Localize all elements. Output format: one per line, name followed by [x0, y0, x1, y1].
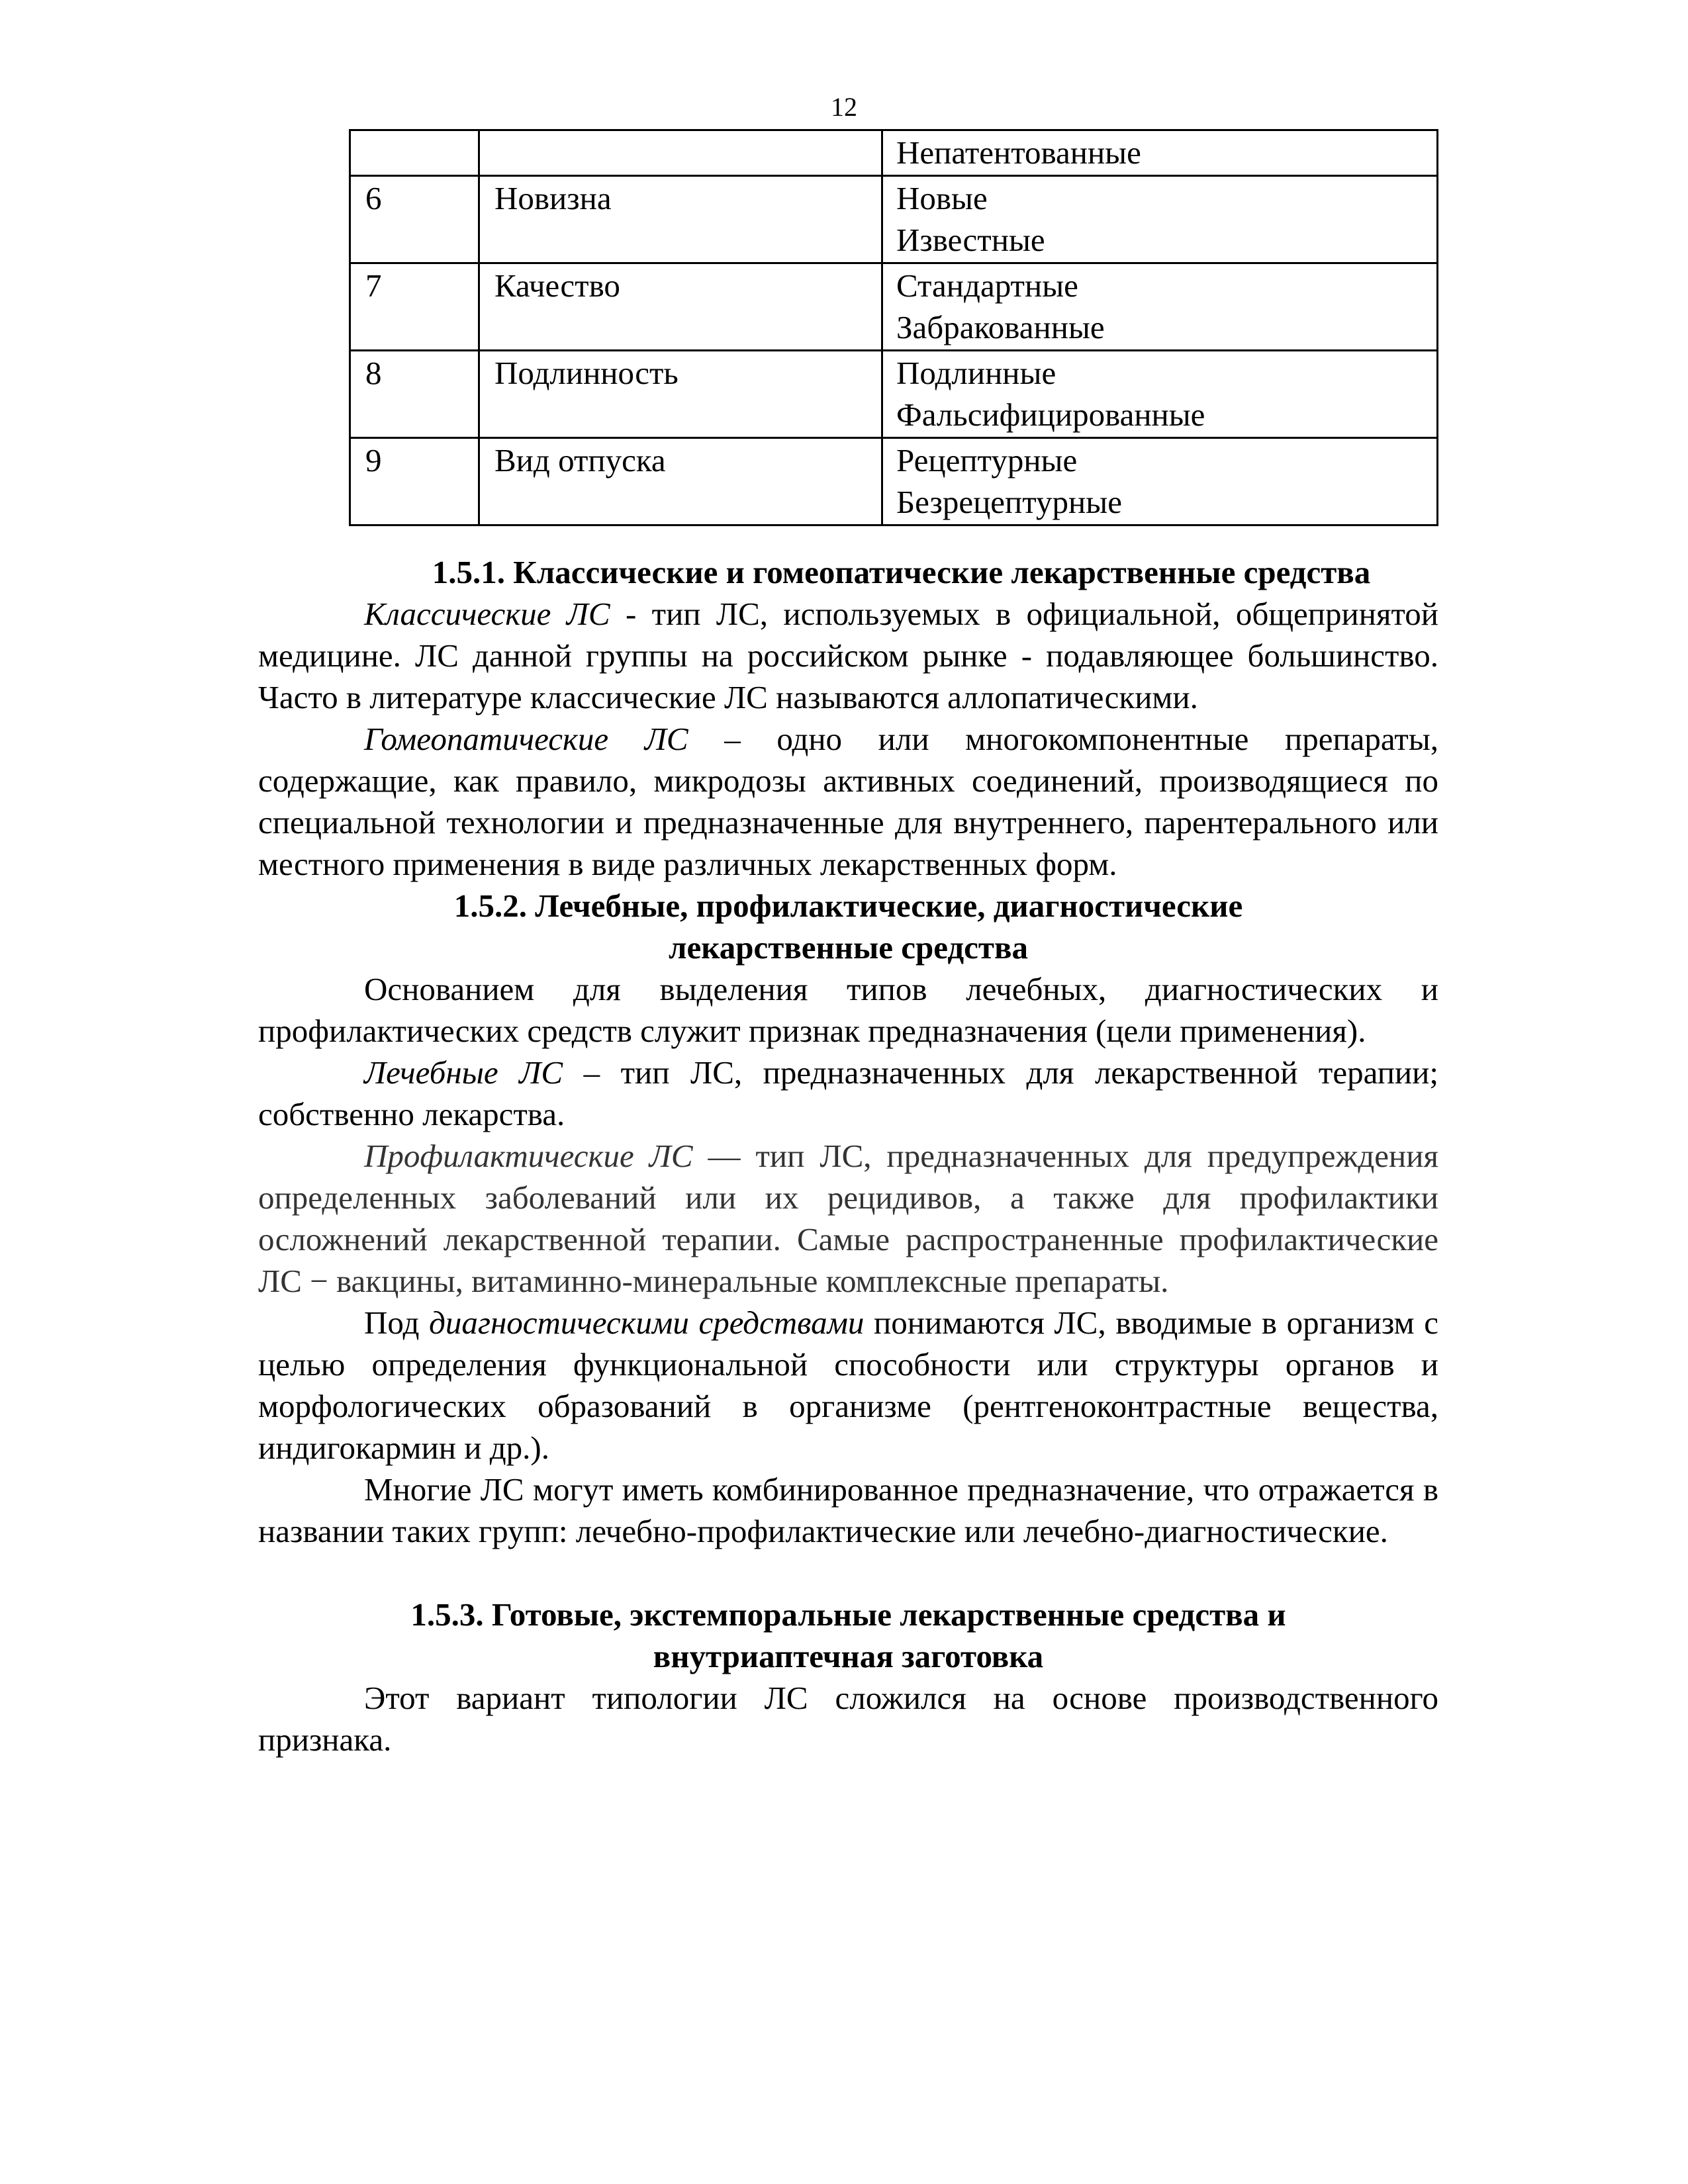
type-item: Стандартные — [896, 267, 1078, 304]
paragraph-diagnostic: Под диагностическими средствами понимаются ЛС, вводимые в организм с целью определения функциональной способности или структуры органов и морфологических образований в организме (рентгеноконтрастные вещества, индигокармин и др.). — [258, 1304, 1439, 1466]
paragraph-combined: Многие ЛС могут иметь комбинированное предназначение, что отражается в названии таких групп: лечебно-профилактические или лечебно-диагностические. — [258, 1471, 1438, 1549]
row-types — [882, 351, 1438, 438]
row-types — [882, 438, 1438, 525]
paragraph-prophylactic: Профилактические ЛС — тип ЛС, предназначенных для предупреждения определенных заболеваний или их рецидивов, а также для профилактики осложнений лекарственной терапии. Самые распространенные профилактические ЛС − вакцины, витаминно-минеральные комплексные препараты. — [258, 1138, 1438, 1299]
type-item: Рецептурные — [896, 442, 1078, 478]
paragraph-classic: Классические ЛС - тип ЛС, используемых в официальной, общепринятой медицине. ЛС данной группы на российском рынке - подавляющее большинство. Часто в литературе классические ЛС называются аллопатическими. — [258, 596, 1438, 715]
table-row — [350, 263, 1438, 351]
paragraph-homeopathic: Гомеопатические ЛС – одно или многокомпонентные препараты, содержащие, как правило, микродозы активных соединений, производящиеся по специальной технологии и предназначенные для внутреннего, парентерального или местного применения в виде различных лекарственных форм. — [258, 721, 1439, 882]
section-heading-1-5-1: 1.5.1. Классические и гомеопатические лекарственные средства — [432, 554, 1371, 590]
type-item: Новые — [896, 180, 988, 216]
document-body — [258, 551, 1438, 1760]
page-number: 12 — [831, 92, 857, 122]
row-types — [882, 263, 1438, 351]
term-classic: Классические ЛС — [364, 596, 610, 632]
row-number — [350, 130, 479, 176]
row-criterion: Новизна — [479, 176, 882, 263]
row-criterion — [479, 130, 882, 176]
term-therapeutic: Лечебные ЛС — [364, 1054, 563, 1091]
table-row — [350, 351, 1438, 438]
type-item: Фальсифицированные — [896, 396, 1205, 433]
row-criterion: Вид отпуска — [479, 438, 882, 525]
row-types — [882, 176, 1438, 263]
table-row — [350, 438, 1438, 525]
section-heading-1-5-3: 1.5.3. Готовые, экстемпоральные лекарственные средства и внутриаптечная заготовка — [410, 1596, 1286, 1674]
row-number: 8 — [350, 351, 479, 438]
type-item: Подлинные — [896, 355, 1056, 391]
section-heading-1-5-2: 1.5.2. Лечебные, профилактические, диагностические лекарственные средства — [453, 887, 1243, 966]
term-homeopathic: Гомеопатические ЛС — [364, 721, 688, 757]
row-number: 7 — [350, 263, 479, 351]
type-item: Безрецептурные — [896, 484, 1122, 520]
paragraph-production: Этот вариант типологии ЛС сложился на основе производственного признака. — [258, 1680, 1438, 1758]
row-number: 6 — [350, 176, 479, 263]
row-number: 9 — [350, 438, 479, 525]
classification-table — [349, 129, 1438, 526]
table-row — [350, 176, 1438, 263]
type-item: Известные — [896, 222, 1045, 258]
paragraph-basis: Основанием для выделения типов лечебных, диагностических и профилактических средств служит признак предназначения (цели применения). — [258, 971, 1438, 1049]
row-types — [882, 130, 1438, 176]
row-criterion: Качество — [479, 263, 882, 351]
paragraph-therapeutic: Лечебные ЛС – тип ЛС, предназначенных для лекарственной терапии; собственно лекарства. — [258, 1054, 1438, 1132]
term-diagnostic: диагностическими средствами — [429, 1304, 865, 1341]
row-criterion: Подлинность — [479, 351, 882, 438]
type-item: Непатентованные — [896, 134, 1141, 171]
table-row — [350, 130, 1438, 176]
term-prophylactic: Профилактические ЛС — [364, 1138, 693, 1174]
type-item: Забракованные — [896, 309, 1105, 345]
